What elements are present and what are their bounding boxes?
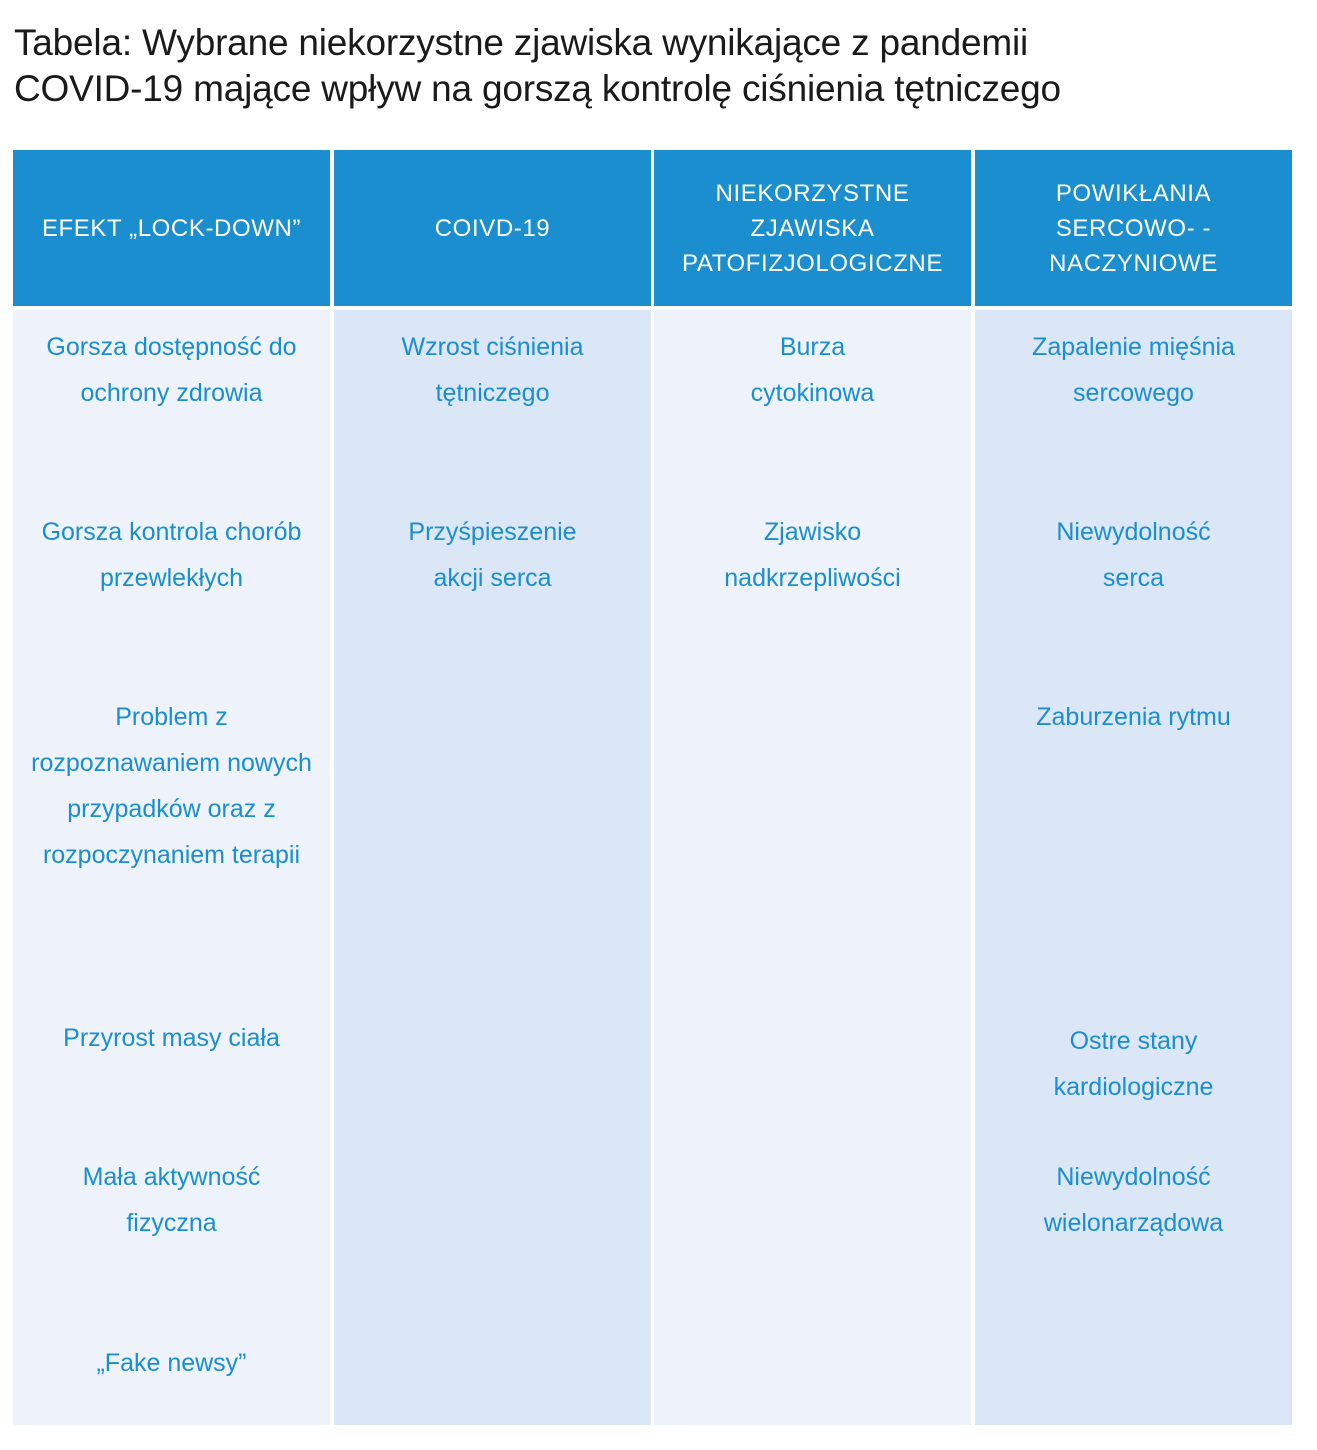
header-cardiovascular bbox=[975, 150, 1292, 306]
title-line-2: COVID-19 mające wpływ na gorszą kontrolę ciśnienia tętniczego bbox=[14, 68, 1061, 109]
cell-pathophysiology-2: Zjawisko nadkrzepliwości bbox=[724, 518, 901, 592]
cell-cardiovascular-2: Niewydolność serca bbox=[1056, 518, 1211, 592]
table-title bbox=[14, 20, 1304, 112]
header-lockdown bbox=[13, 150, 330, 306]
cell-lockdown-4: Przyrost masy ciała bbox=[63, 1024, 280, 1052]
header-pathophysiology bbox=[654, 150, 971, 306]
cell-lockdown-5: Mała aktywność fizyczna bbox=[82, 1163, 261, 1237]
cell-cardiovascular-5: Niewydolność wielonarządowa bbox=[1043, 1163, 1224, 1237]
column-cardiovascular bbox=[975, 310, 1292, 1425]
header-lockdown-label: EFEKT „LOCK-DOWN” bbox=[41, 214, 302, 242]
cell-lockdown-6: „Fake newsy” bbox=[96, 1349, 247, 1377]
cell-covid-1: Wzrost ciśnienia tętniczego bbox=[401, 333, 584, 407]
header-cardiovascular-label: POWIKŁANIA SERCOWO- -NACZYNIOWE bbox=[1049, 179, 1218, 277]
header-pathophysiology-label: NIEKORZYSTNE ZJAWISKA PATOFIZJOLOGICZNE bbox=[682, 179, 943, 277]
column-covid bbox=[334, 310, 651, 1425]
cell-cardiovascular-1: Zapalenie mięśnia sercowego bbox=[1032, 333, 1235, 407]
header-covid-label: COIVD-19 bbox=[434, 214, 551, 242]
cell-lockdown-2: Gorsza kontrola chorób przewlekłych bbox=[41, 518, 302, 592]
cell-lockdown-3: Problem z rozpoznawaniem nowych przypadków oraz z rozpoczynaniem terapii bbox=[31, 703, 312, 869]
column-pathophysiology bbox=[654, 310, 971, 1425]
cell-pathophysiology-1: Burza cytokinowa bbox=[750, 333, 875, 407]
column-lockdown bbox=[13, 310, 330, 1425]
cell-cardiovascular-3: Zaburzenia rytmu bbox=[1036, 703, 1231, 731]
cell-cardiovascular-4: Ostre stany kardiologiczne bbox=[1053, 1027, 1214, 1101]
cell-lockdown-1: Gorsza dostępność do ochrony zdrowia bbox=[46, 333, 297, 407]
header-covid bbox=[334, 150, 651, 306]
cell-covid-2: Przyśpieszenie akcji serca bbox=[408, 518, 577, 592]
title-line-1: Tabela: Wybrane niekorzystne zjawiska wynikające z pandemii bbox=[14, 22, 1029, 63]
